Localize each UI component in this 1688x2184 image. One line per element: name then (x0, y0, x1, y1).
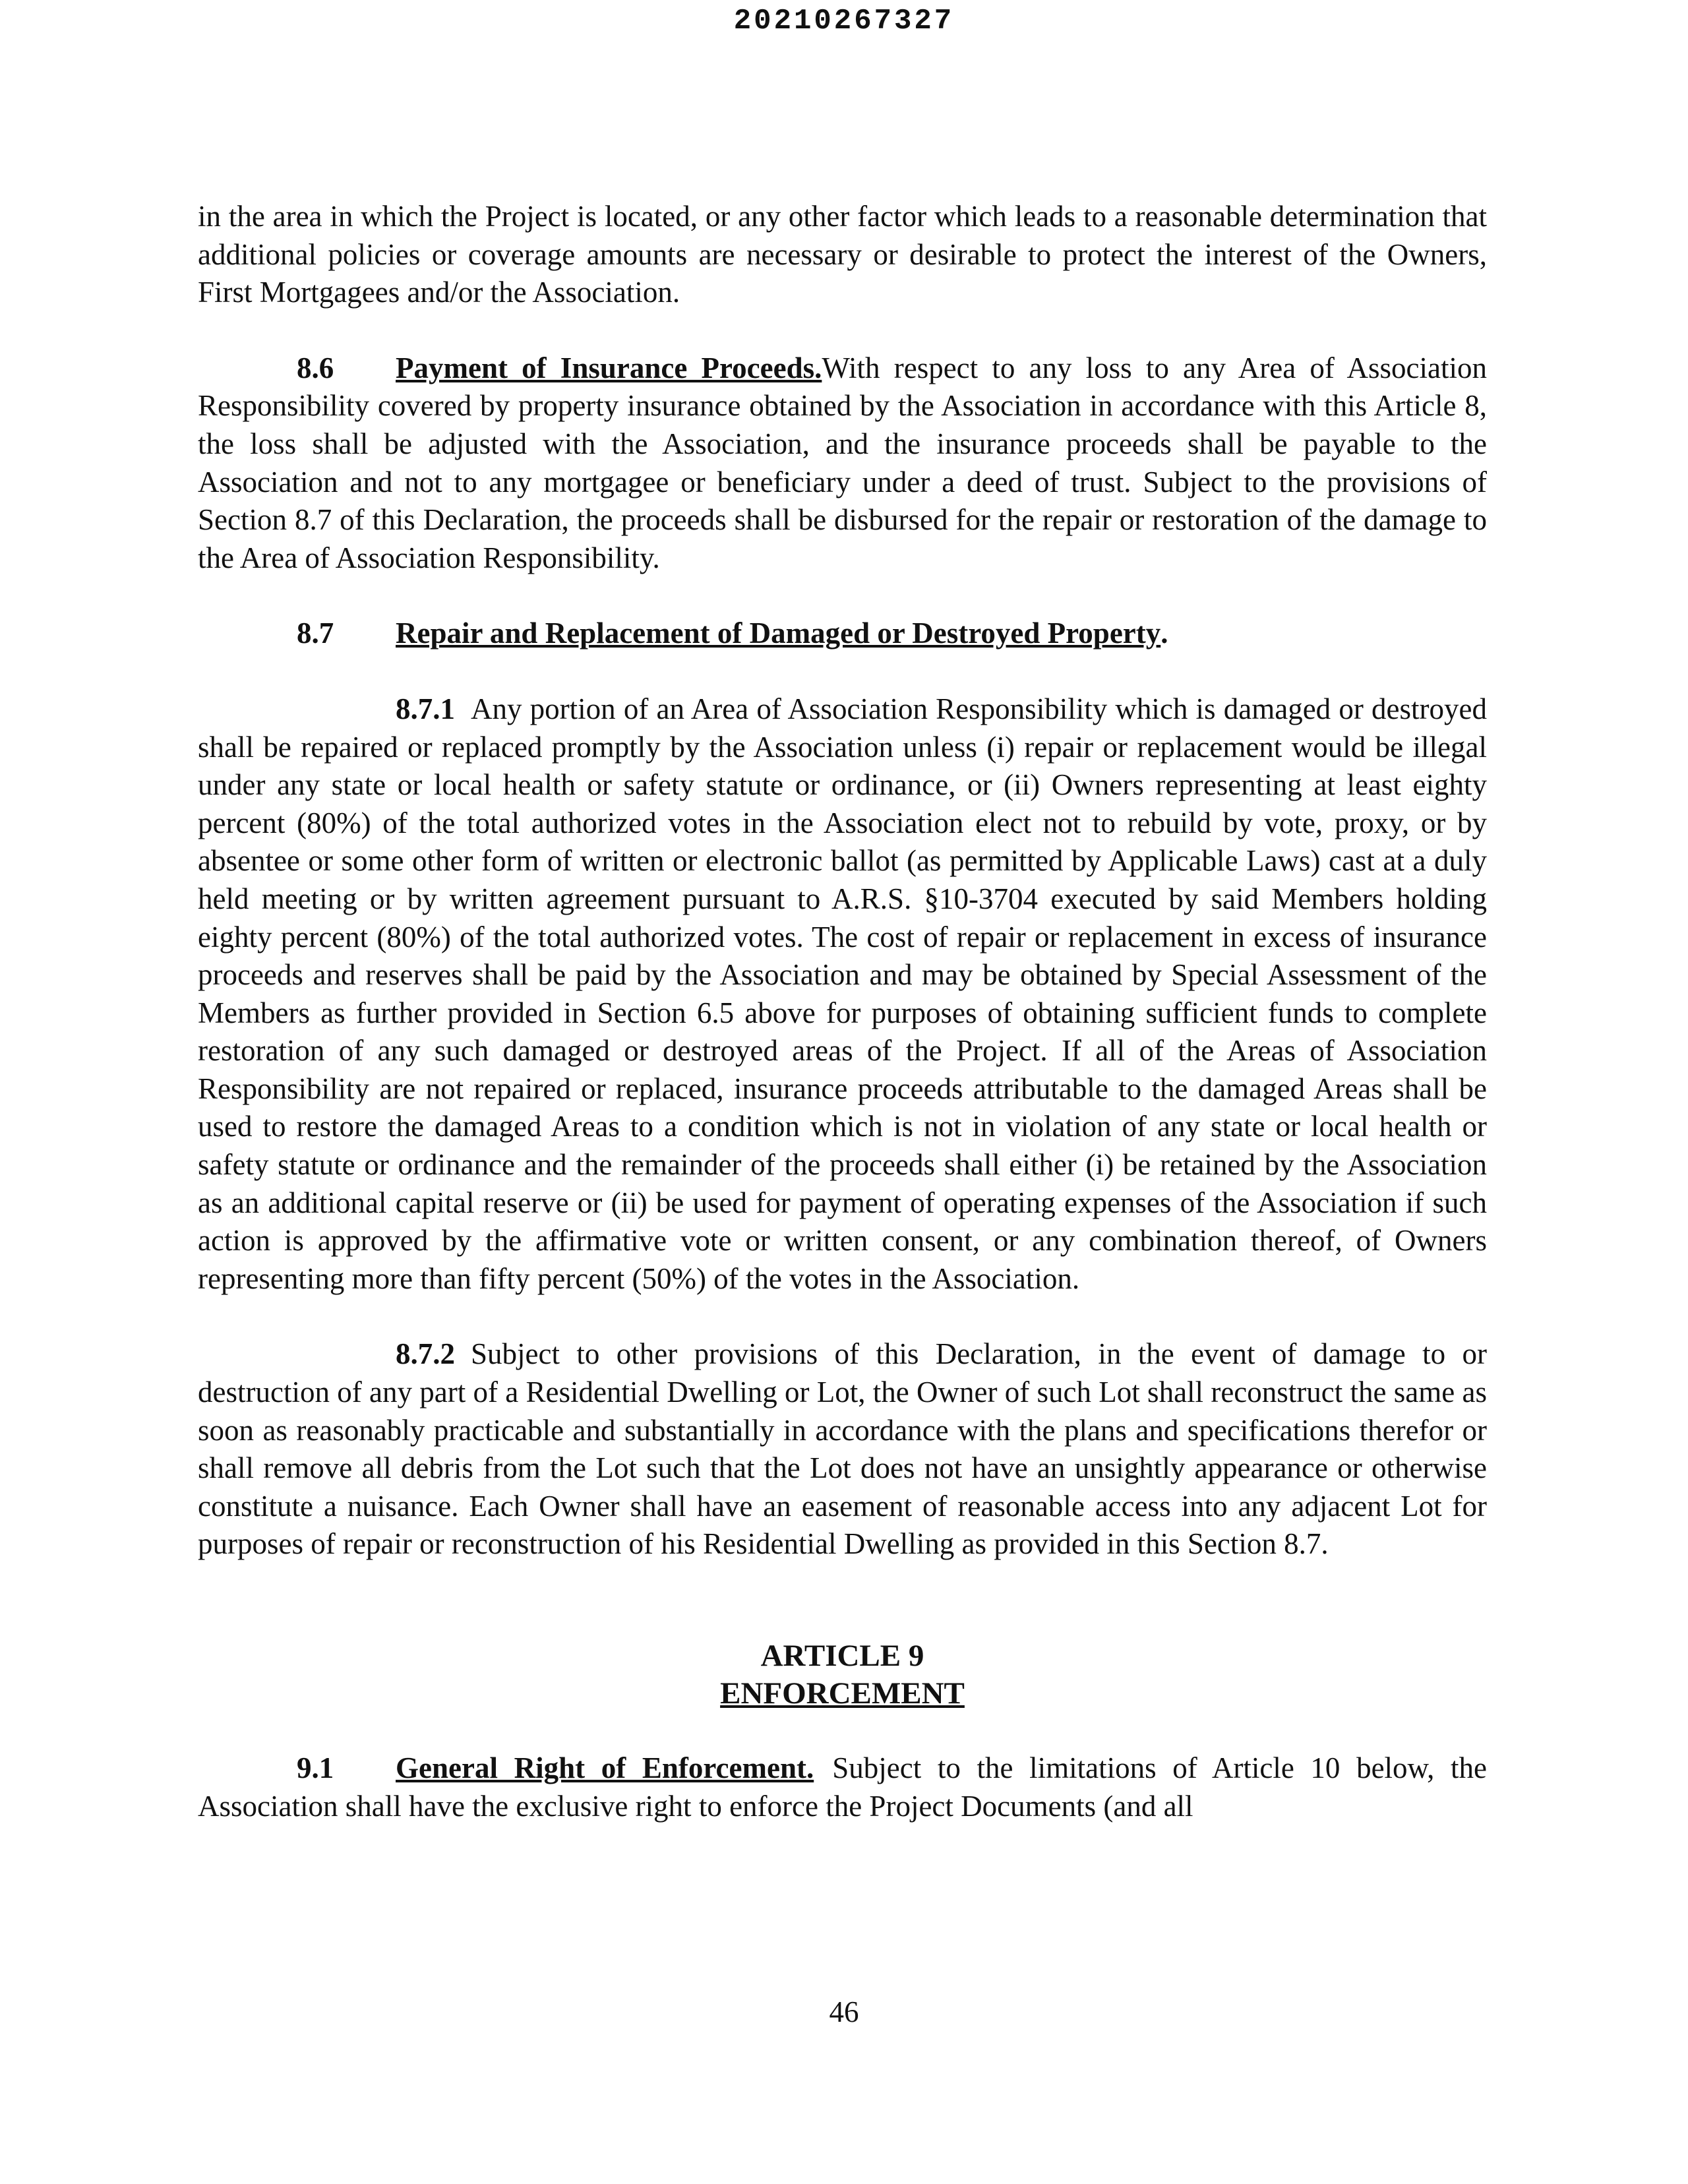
section-8-7-2-text: Subject to other provisions of this Declaration, in the event of damage to or destruction of any part of a Residential Dwelling or Lot, the Owner of such Lot shall reconstruct the same as soon as reasonably practicable and substantially in accordance with the plans and specifications therefor or shall remove all debris from the Lot such that the Lot does not have an unsightly appearance or otherwise constitute a nuisance. Each Owner shall have an easement of reasonable access into any adjacent Lot for purposes of repair or reconstruction of his Residential Dwelling as provided in this Section 8.7. (198, 1337, 1487, 1561)
section-8-7-heading (198, 615, 1487, 653)
page-number: 46 (829, 1995, 859, 2028)
document-number: 20210267327 (733, 5, 955, 38)
section-8-7-1-paragraph (198, 690, 1487, 1298)
article-9-title: ENFORCEMENT (720, 1676, 965, 1711)
section-9-1-text: Subject to the limitations of Article 10 below, the Association shall have the exclusive right to enforce the Project Documents (and all (198, 1751, 1487, 1823)
section-8-7-title: Repair and Replacement of Damaged or Destroyed Property (396, 617, 1161, 650)
section-8-7-1-number: 8.7.1 (396, 692, 455, 725)
section-8-6-paragraph (198, 349, 1487, 578)
section-9-1-paragraph (198, 1749, 1487, 1825)
article-9-heading: ARTICLE 9 (760, 1639, 924, 1673)
section-9-1-title: General Right of Enforcement. (396, 1751, 814, 1784)
section-8-7-1-text: Any portion of an Area of Association Responsibility which is damaged or destroyed shall be repaired or replaced promptly by the Association unless (i) repair or replacement would be illegal under any state or local health or safety statute or ordinance, or (ii) Owners representing at least eighty percent (80%) of the total authorized votes in the Association elect not to rebuild by vote, proxy, or by absentee or some other form of written or electronic ballot (as permitted by Applicable Laws) cast at a duly held meeting or by written agreement pursuant to A.R.S. §10-3704 executed by said Members holding eighty percent (80%) of the total authorized votes. The cost of repair or replacement in excess of insurance proceeds and reserves shall be paid by the Association and may be obtained by Special Assessment of the Members as further provided in Section 6.5 above for purposes of obtaining sufficient funds to complete restoration of any such damaged or destroyed areas of the Project. If all of the Areas of Association Responsibility are not repaired or replaced, insurance proceeds attributable to the damaged Areas shall be used to restore the damaged Areas to a condition which is not in violation of any state or local health or safety statute or ordinance and the remainder of the proceeds shall either (i) be retained by the Association as an additional capital reserve or (ii) be used for payment of operating expenses of the Association if such action is approved by the affirmative vote or written consent, or any combination thereof, of Owners representing more than fifty percent (50%) of the votes in the Association. (198, 692, 1487, 1295)
section-8-7-number: 8.7 (297, 617, 334, 650)
article-9-header (198, 1637, 1487, 1713)
intro-paragraph: in the area in which the Project is located, or any other factor which leads to a reasonable determination that additional policies or coverage amounts are necessary or desirable to protect the interest of the Owners, First Mortgagees and/or the Association. (198, 200, 1487, 309)
section-8-7-2-number: 8.7.2 (396, 1337, 455, 1371)
section-8-6-number: 8.6 (297, 351, 334, 384)
section-8-6-title: Payment of Insurance Proceeds. (396, 351, 822, 384)
document-page (198, 198, 1487, 1825)
section-8-6-text: With respect to any loss to any Area of Association Responsibility covered by property insurance obtained by the Association in accordance with this Article 8, the loss shall be adjusted with the Association, and the insurance proceeds shall be payable to the Association and not to any mortgagee or beneficiary under a deed of trust. Subject to the provisions of Section 8.7 of this Declaration, the proceeds shall be disbursed for the repair or restoration of the damage to the Area of Association Responsibility. (198, 351, 1488, 574)
section-8-7-2-paragraph (198, 1335, 1487, 1563)
section-8-7-title-period: . (1160, 617, 1168, 650)
section-9-1-number: 9.1 (297, 1751, 334, 1784)
